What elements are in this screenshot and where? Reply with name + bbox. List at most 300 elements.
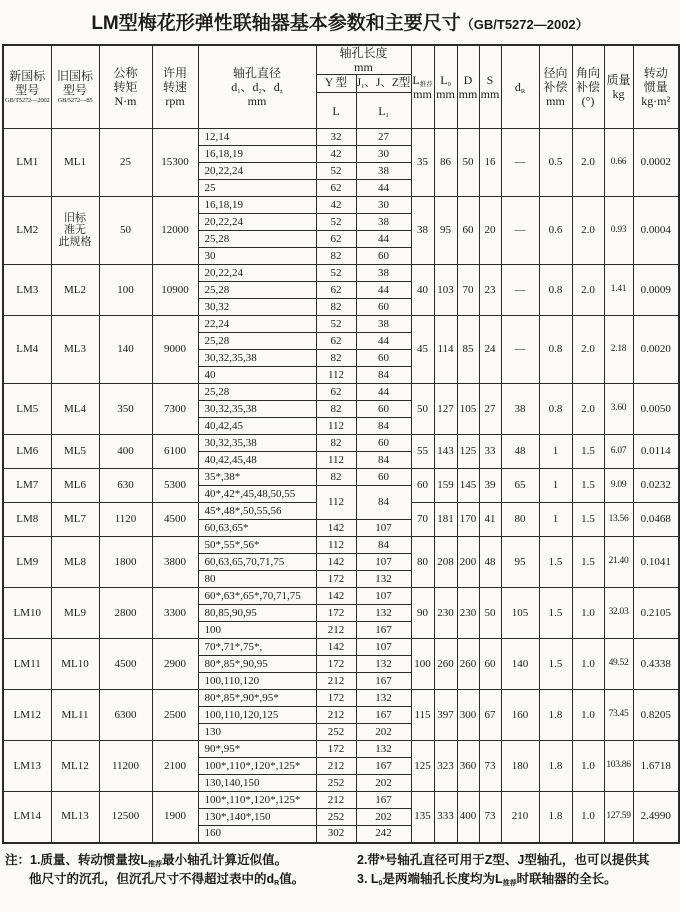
cell-length-L: 32 bbox=[316, 129, 356, 146]
table-row bbox=[3, 384, 679, 401]
cell-D: 85 bbox=[457, 316, 479, 384]
cell-bore-diameter: 130,140,150 bbox=[198, 775, 316, 792]
header-new-model-label: 新国标 型号 bbox=[9, 68, 46, 97]
cell-length-L: 82 bbox=[316, 350, 356, 367]
header-new-model-standard: GB/T5272—2002 bbox=[4, 97, 50, 105]
table-row bbox=[3, 197, 679, 214]
cell-torque: 100 bbox=[99, 265, 152, 316]
cell-length-L1: 60 bbox=[356, 299, 411, 316]
cell-old-model: ML13 bbox=[51, 792, 99, 843]
cell-speed: 2500 bbox=[152, 690, 198, 741]
cell-torque: 350 bbox=[99, 384, 152, 435]
cell-length-L1: 30 bbox=[356, 146, 411, 163]
cell-bore-diameter: 25,28 bbox=[198, 282, 316, 299]
header-new-model bbox=[3, 45, 51, 129]
cell-S: 73 bbox=[479, 741, 501, 792]
cell-length-L: 62 bbox=[316, 180, 356, 197]
cell-model: LM6 bbox=[3, 435, 51, 469]
cell-L0: 143 bbox=[434, 435, 457, 469]
table-row bbox=[3, 316, 679, 333]
cell-bore-diameter: 60,63,65,70,71,75 bbox=[198, 554, 316, 571]
cell-model: LM11 bbox=[3, 639, 51, 690]
cell-L0: 86 bbox=[434, 129, 457, 197]
cell-S: 39 bbox=[479, 469, 501, 503]
cell-S: 60 bbox=[479, 639, 501, 690]
cell-S: 24 bbox=[479, 316, 501, 384]
cell-length-L1: 167 bbox=[356, 792, 411, 809]
cell-inertia: 0.0002 bbox=[633, 129, 679, 197]
cell-length-L1: 38 bbox=[356, 316, 411, 333]
cell-L-recommended: 90 bbox=[411, 588, 434, 639]
cell-old-model: ML8 bbox=[51, 537, 99, 588]
cell-model: LM3 bbox=[3, 265, 51, 316]
cell-length-L: 62 bbox=[316, 384, 356, 401]
cell-length-L1: 60 bbox=[356, 469, 411, 486]
cell-L0: 159 bbox=[434, 469, 457, 503]
cell-radial-compensation: 1 bbox=[539, 469, 572, 503]
cell-bore-diameter: 30,32,35,38 bbox=[198, 435, 316, 452]
cell-dR: — bbox=[501, 197, 539, 265]
cell-length-L: 82 bbox=[316, 299, 356, 316]
cell-D: 300 bbox=[457, 690, 479, 741]
cell-L-recommended: 60 bbox=[411, 469, 434, 503]
cell-bore-diameter: 16,18,19 bbox=[198, 146, 316, 163]
cell-speed: 12000 bbox=[152, 197, 198, 265]
cell-mass: 9.09 bbox=[604, 469, 633, 503]
parameters-table bbox=[2, 44, 680, 844]
header-y-type: Y 型 bbox=[316, 75, 356, 93]
cell-length-L1: 84 bbox=[356, 537, 411, 554]
cell-torque: 6300 bbox=[99, 690, 152, 741]
header-bore-length-group: 轴孔长度 mm bbox=[316, 45, 411, 75]
table-row bbox=[3, 537, 679, 554]
cell-D: 170 bbox=[457, 503, 479, 537]
cell-length-L1: 107 bbox=[356, 520, 411, 537]
cell-length-L: 212 bbox=[316, 707, 356, 724]
cell-L0: 95 bbox=[434, 197, 457, 265]
cell-dR: 65 bbox=[501, 469, 539, 503]
cell-length-L1: 60 bbox=[356, 435, 411, 452]
cell-speed: 3800 bbox=[152, 537, 198, 588]
cell-old-model: ML4 bbox=[51, 384, 99, 435]
cell-length-L: 112 bbox=[316, 486, 356, 520]
cell-length-L1: 44 bbox=[356, 333, 411, 350]
header-L0: $L_0$ mm bbox=[434, 45, 457, 129]
cell-old-model: ML10 bbox=[51, 639, 99, 690]
cell-inertia: 0.0050 bbox=[633, 384, 679, 435]
note-2-continued: 他尺寸的沉孔，但沉孔尺寸不得超过表中的$d_R$值。 bbox=[29, 871, 305, 887]
cell-bore-diameter: 30,32,35,38 bbox=[198, 401, 316, 418]
header-old-model bbox=[51, 45, 99, 129]
cell-radial-compensation: 1.8 bbox=[539, 792, 572, 843]
cell-D: 200 bbox=[457, 537, 479, 588]
note-2: 2.带*号轴孔直径可用于Z型、J型轴孔，也可以提供其 bbox=[357, 852, 650, 867]
cell-torque: 12500 bbox=[99, 792, 152, 843]
cell-angular-compensation: 1.0 bbox=[572, 639, 604, 690]
cell-length-L: 212 bbox=[316, 758, 356, 775]
cell-length-L1: 167 bbox=[356, 673, 411, 690]
cell-mass: 32.03 bbox=[604, 588, 633, 639]
header-dR: $d_R$ bbox=[501, 45, 539, 129]
note-1: 注：1.质量、转动惯量按$L_{推荐}$最小轴孔计算近似值。 bbox=[5, 852, 288, 868]
cell-S: 33 bbox=[479, 435, 501, 469]
cell-L-recommended: 40 bbox=[411, 265, 434, 316]
cell-angular-compensation: 1.5 bbox=[572, 503, 604, 537]
cell-mass: 1.41 bbox=[604, 265, 633, 316]
cell-length-L: 252 bbox=[316, 809, 356, 826]
cell-D: 360 bbox=[457, 741, 479, 792]
cell-model: LM1 bbox=[3, 129, 51, 197]
footnotes bbox=[5, 851, 675, 889]
cell-model: LM8 bbox=[3, 503, 51, 537]
cell-mass: 2.18 bbox=[604, 316, 633, 384]
cell-angular-compensation: 2.0 bbox=[572, 197, 604, 265]
cell-mass: 73.45 bbox=[604, 690, 633, 741]
table-row bbox=[3, 639, 679, 656]
cell-inertia: 0.4338 bbox=[633, 639, 679, 690]
cell-length-L: 112 bbox=[316, 452, 356, 469]
page-title-standard: （GB/T5272—2002） bbox=[460, 17, 589, 32]
cell-length-L1: 167 bbox=[356, 758, 411, 775]
cell-bore-diameter: 60,63,65* bbox=[198, 520, 316, 537]
cell-L-recommended: 55 bbox=[411, 435, 434, 469]
cell-S: 67 bbox=[479, 690, 501, 741]
cell-length-L1: 84 bbox=[356, 486, 411, 520]
cell-L-recommended: 38 bbox=[411, 197, 434, 265]
cell-inertia: 0.0232 bbox=[633, 469, 679, 503]
page-title-text: LM型梅花形弹性联轴器基本参数和主要尺寸 bbox=[91, 13, 461, 34]
cell-model: LM12 bbox=[3, 690, 51, 741]
cell-length-L1: 60 bbox=[356, 248, 411, 265]
cell-old-model: ML5 bbox=[51, 435, 99, 469]
header-torque: 公称 转矩 N·m bbox=[99, 45, 152, 129]
cell-length-L: 82 bbox=[316, 435, 356, 452]
cell-length-L: 142 bbox=[316, 520, 356, 537]
cell-torque: 140 bbox=[99, 316, 152, 384]
cell-model: LM7 bbox=[3, 469, 51, 503]
cell-radial-compensation: 1.5 bbox=[539, 588, 572, 639]
cell-L-recommended: 80 bbox=[411, 537, 434, 588]
cell-angular-compensation: 1.0 bbox=[572, 741, 604, 792]
header-bore-diameter: 轴孔直径 $d_1$、$d_2$、$d_z$ mm bbox=[198, 45, 316, 129]
cell-length-L: 142 bbox=[316, 554, 356, 571]
header-radial-compensation: 径向 补偿 mm bbox=[539, 45, 572, 129]
cell-inertia: 0.1041 bbox=[633, 537, 679, 588]
cell-mass: 6.07 bbox=[604, 435, 633, 469]
table-row bbox=[3, 469, 679, 486]
cell-length-L1: 242 bbox=[356, 826, 411, 843]
cell-dR: 95 bbox=[501, 537, 539, 588]
cell-bore-diameter: 40*,42*,45,48,50,55 bbox=[198, 486, 316, 503]
cell-dR: 105 bbox=[501, 588, 539, 639]
cell-radial-compensation: 0.8 bbox=[539, 384, 572, 435]
cell-angular-compensation: 2.0 bbox=[572, 384, 604, 435]
cell-inertia: 0.0009 bbox=[633, 265, 679, 316]
cell-length-L: 82 bbox=[316, 401, 356, 418]
table-header bbox=[3, 45, 679, 129]
cell-bore-diameter: 80*,85*,90,95 bbox=[198, 656, 316, 673]
cell-angular-compensation: 1.0 bbox=[572, 690, 604, 741]
table-row bbox=[3, 792, 679, 809]
cell-length-L: 212 bbox=[316, 622, 356, 639]
cell-bore-diameter: 20,22,24 bbox=[198, 214, 316, 231]
cell-dR: 210 bbox=[501, 792, 539, 843]
header-old-model-standard: GB/5272—85 bbox=[57, 97, 93, 105]
cell-radial-compensation: 1.8 bbox=[539, 741, 572, 792]
cell-angular-compensation: 1.5 bbox=[572, 435, 604, 469]
header-inertia: 转动 惯量 kg·m² bbox=[633, 45, 679, 129]
cell-bore-diameter: 40 bbox=[198, 367, 316, 384]
cell-L0: 127 bbox=[434, 384, 457, 435]
cell-length-L1: 107 bbox=[356, 554, 411, 571]
cell-angular-compensation: 2.0 bbox=[572, 316, 604, 384]
cell-bore-diameter: 80 bbox=[198, 571, 316, 588]
table-row bbox=[3, 265, 679, 282]
cell-inertia: 2.4990 bbox=[633, 792, 679, 843]
cell-old-model: ML6 bbox=[51, 469, 99, 503]
cell-length-L1: 44 bbox=[356, 384, 411, 401]
cell-torque: 4500 bbox=[99, 639, 152, 690]
table-row bbox=[3, 588, 679, 605]
cell-radial-compensation: 0.6 bbox=[539, 197, 572, 265]
cell-torque: 1800 bbox=[99, 537, 152, 588]
cell-dR: 38 bbox=[501, 384, 539, 435]
cell-radial-compensation: 0.5 bbox=[539, 129, 572, 197]
cell-mass: 103.86 bbox=[604, 741, 633, 792]
cell-length-L: 172 bbox=[316, 690, 356, 707]
cell-dR: 48 bbox=[501, 435, 539, 469]
cell-angular-compensation: 2.0 bbox=[572, 265, 604, 316]
cell-length-L1: 44 bbox=[356, 180, 411, 197]
cell-length-L: 112 bbox=[316, 418, 356, 435]
cell-radial-compensation: 1.5 bbox=[539, 537, 572, 588]
cell-length-L: 62 bbox=[316, 282, 356, 299]
cell-torque: 630 bbox=[99, 469, 152, 503]
cell-bore-diameter: 40,42,45,48 bbox=[198, 452, 316, 469]
cell-bore-diameter: 30 bbox=[198, 248, 316, 265]
cell-length-L: 52 bbox=[316, 163, 356, 180]
cell-bore-diameter: 25 bbox=[198, 180, 316, 197]
cell-bore-diameter: 20,22,24 bbox=[198, 265, 316, 282]
header-S: S mm bbox=[479, 45, 501, 129]
cell-dR: 140 bbox=[501, 639, 539, 690]
cell-L-recommended: 45 bbox=[411, 316, 434, 384]
cell-length-L: 252 bbox=[316, 775, 356, 792]
cell-old-model: ML1 bbox=[51, 129, 99, 197]
cell-length-L: 62 bbox=[316, 333, 356, 350]
cell-old-model: 旧标 准无 此规格 bbox=[51, 197, 99, 265]
cell-speed: 7300 bbox=[152, 384, 198, 435]
cell-model: LM13 bbox=[3, 741, 51, 792]
cell-length-L1: 84 bbox=[356, 452, 411, 469]
cell-S: 16 bbox=[479, 129, 501, 197]
cell-S: 23 bbox=[479, 265, 501, 316]
cell-bore-diameter: 130*,140*,150 bbox=[198, 809, 316, 826]
cell-length-L1: 202 bbox=[356, 775, 411, 792]
cell-length-L1: 107 bbox=[356, 588, 411, 605]
table-row bbox=[3, 129, 679, 146]
cell-model: LM2 bbox=[3, 197, 51, 265]
cell-mass: 127.59 bbox=[604, 792, 633, 843]
cell-L-recommended: 115 bbox=[411, 690, 434, 741]
cell-length-L: 142 bbox=[316, 588, 356, 605]
cell-S: 27 bbox=[479, 384, 501, 435]
cell-speed: 5300 bbox=[152, 469, 198, 503]
header-L: L bbox=[316, 93, 356, 129]
cell-speed: 3300 bbox=[152, 588, 198, 639]
table-body bbox=[3, 129, 679, 843]
cell-length-L: 52 bbox=[316, 265, 356, 282]
cell-D: 125 bbox=[457, 435, 479, 469]
cell-length-L1: 132 bbox=[356, 605, 411, 622]
cell-dR: 180 bbox=[501, 741, 539, 792]
cell-L-recommended: 35 bbox=[411, 129, 434, 197]
cell-model: LM9 bbox=[3, 537, 51, 588]
cell-S: 73 bbox=[479, 792, 501, 843]
cell-old-model: ML2 bbox=[51, 265, 99, 316]
header-jz-type: $J_1$、J、Z型 bbox=[356, 75, 411, 93]
cell-length-L1: 38 bbox=[356, 163, 411, 180]
cell-length-L1: 107 bbox=[356, 639, 411, 656]
cell-torque: 400 bbox=[99, 435, 152, 469]
cell-bore-diameter: 100*,110*,120*,125* bbox=[198, 758, 316, 775]
cell-old-model: ML9 bbox=[51, 588, 99, 639]
cell-length-L: 252 bbox=[316, 724, 356, 741]
cell-length-L1: 132 bbox=[356, 741, 411, 758]
cell-L-recommended: 70 bbox=[411, 503, 434, 537]
cell-bore-diameter: 160 bbox=[198, 826, 316, 843]
cell-length-L: 172 bbox=[316, 741, 356, 758]
cell-dR: — bbox=[501, 316, 539, 384]
table-row bbox=[3, 690, 679, 707]
cell-dR: — bbox=[501, 129, 539, 197]
header-L-recommended: $L_{推荐}$ mm bbox=[411, 45, 434, 129]
header-old-model-label: 旧国标 型号 bbox=[56, 68, 93, 97]
cell-inertia: 1.6718 bbox=[633, 741, 679, 792]
cell-D: 50 bbox=[457, 129, 479, 197]
note-3: 3. $L_0$是两端轴孔长度均为$L_{推荐}$时联轴器的全长。 bbox=[357, 871, 617, 887]
cell-bore-diameter: 100*,110*,120*,125* bbox=[198, 792, 316, 809]
cell-length-L1: 38 bbox=[356, 214, 411, 231]
cell-L0: 333 bbox=[434, 792, 457, 843]
cell-inertia: 0.0020 bbox=[633, 316, 679, 384]
cell-angular-compensation: 1.5 bbox=[572, 537, 604, 588]
cell-length-L: 52 bbox=[316, 316, 356, 333]
page-title bbox=[2, 8, 678, 35]
cell-bore-diameter: 30,32 bbox=[198, 299, 316, 316]
cell-angular-compensation: 2.0 bbox=[572, 129, 604, 197]
cell-D: 260 bbox=[457, 639, 479, 690]
footnote-line-1 bbox=[5, 851, 675, 870]
cell-bore-diameter: 90*,95* bbox=[198, 741, 316, 758]
cell-radial-compensation: 0.8 bbox=[539, 265, 572, 316]
cell-model: LM4 bbox=[3, 316, 51, 384]
cell-S: 48 bbox=[479, 537, 501, 588]
cell-L0: 181 bbox=[434, 503, 457, 537]
cell-bore-diameter: 35*,38* bbox=[198, 469, 316, 486]
cell-L0: 260 bbox=[434, 639, 457, 690]
cell-length-L: 62 bbox=[316, 231, 356, 248]
cell-L0: 323 bbox=[434, 741, 457, 792]
cell-inertia: 0.0468 bbox=[633, 503, 679, 537]
cell-torque: 1120 bbox=[99, 503, 152, 537]
cell-D: 145 bbox=[457, 469, 479, 503]
cell-bore-diameter: 100,110,120,125 bbox=[198, 707, 316, 724]
cell-old-model: ML11 bbox=[51, 690, 99, 741]
cell-model: LM14 bbox=[3, 792, 51, 843]
cell-length-L: 142 bbox=[316, 639, 356, 656]
cell-length-L: 112 bbox=[316, 537, 356, 554]
header-speed: 许用 转速 rpm bbox=[152, 45, 198, 129]
cell-L-recommended: 50 bbox=[411, 384, 434, 435]
cell-length-L1: 60 bbox=[356, 401, 411, 418]
cell-mass: 0.93 bbox=[604, 197, 633, 265]
cell-speed: 2100 bbox=[152, 741, 198, 792]
cell-mass: 0.66 bbox=[604, 129, 633, 197]
cell-bore-diameter: 50*,55*,56* bbox=[198, 537, 316, 554]
cell-L-recommended: 125 bbox=[411, 741, 434, 792]
cell-length-L: 172 bbox=[316, 656, 356, 673]
cell-length-L1: 167 bbox=[356, 707, 411, 724]
cell-mass: 13.56 bbox=[604, 503, 633, 537]
cell-L0: 230 bbox=[434, 588, 457, 639]
cell-torque: 25 bbox=[99, 129, 152, 197]
cell-D: 70 bbox=[457, 265, 479, 316]
cell-dR: 160 bbox=[501, 690, 539, 741]
header-row-1 bbox=[3, 45, 679, 75]
cell-bore-diameter: 30,32,35,38 bbox=[198, 350, 316, 367]
cell-length-L1: 27 bbox=[356, 129, 411, 146]
cell-length-L: 172 bbox=[316, 571, 356, 588]
cell-angular-compensation: 1.0 bbox=[572, 792, 604, 843]
cell-radial-compensation: 0.8 bbox=[539, 316, 572, 384]
cell-torque: 50 bbox=[99, 197, 152, 265]
cell-L-recommended: 100 bbox=[411, 639, 434, 690]
cell-length-L1: 38 bbox=[356, 265, 411, 282]
cell-length-L1: 202 bbox=[356, 724, 411, 741]
cell-mass: 3.60 bbox=[604, 384, 633, 435]
cell-length-L1: 60 bbox=[356, 350, 411, 367]
cell-S: 20 bbox=[479, 197, 501, 265]
cell-speed: 1900 bbox=[152, 792, 198, 843]
cell-length-L1: 30 bbox=[356, 197, 411, 214]
cell-length-L1: 132 bbox=[356, 571, 411, 588]
cell-length-L1: 167 bbox=[356, 622, 411, 639]
cell-bore-diameter: 45*,48*,50,55,56 bbox=[198, 503, 316, 520]
cell-length-L: 172 bbox=[316, 605, 356, 622]
cell-radial-compensation: 1 bbox=[539, 503, 572, 537]
cell-length-L: 112 bbox=[316, 367, 356, 384]
cell-bore-diameter: 60*,63*,65*,70,71,75 bbox=[198, 588, 316, 605]
cell-bore-diameter: 20,22,24 bbox=[198, 163, 316, 180]
cell-speed: 9000 bbox=[152, 316, 198, 384]
cell-bore-diameter: 25,28 bbox=[198, 231, 316, 248]
table-row bbox=[3, 435, 679, 452]
cell-D: 105 bbox=[457, 384, 479, 435]
cell-S: 41 bbox=[479, 503, 501, 537]
cell-angular-compensation: 1.5 bbox=[572, 469, 604, 503]
header-D: D mm bbox=[457, 45, 479, 129]
cell-L0: 103 bbox=[434, 265, 457, 316]
cell-dR: 80 bbox=[501, 503, 539, 537]
header-angular-compensation: 角向 补偿 (°) bbox=[572, 45, 604, 129]
cell-torque: 2800 bbox=[99, 588, 152, 639]
cell-old-model: ML12 bbox=[51, 741, 99, 792]
cell-bore-diameter: 100,110,120 bbox=[198, 673, 316, 690]
cell-bore-diameter: 40,42,45 bbox=[198, 418, 316, 435]
cell-D: 230 bbox=[457, 588, 479, 639]
cell-length-L1: 44 bbox=[356, 231, 411, 248]
